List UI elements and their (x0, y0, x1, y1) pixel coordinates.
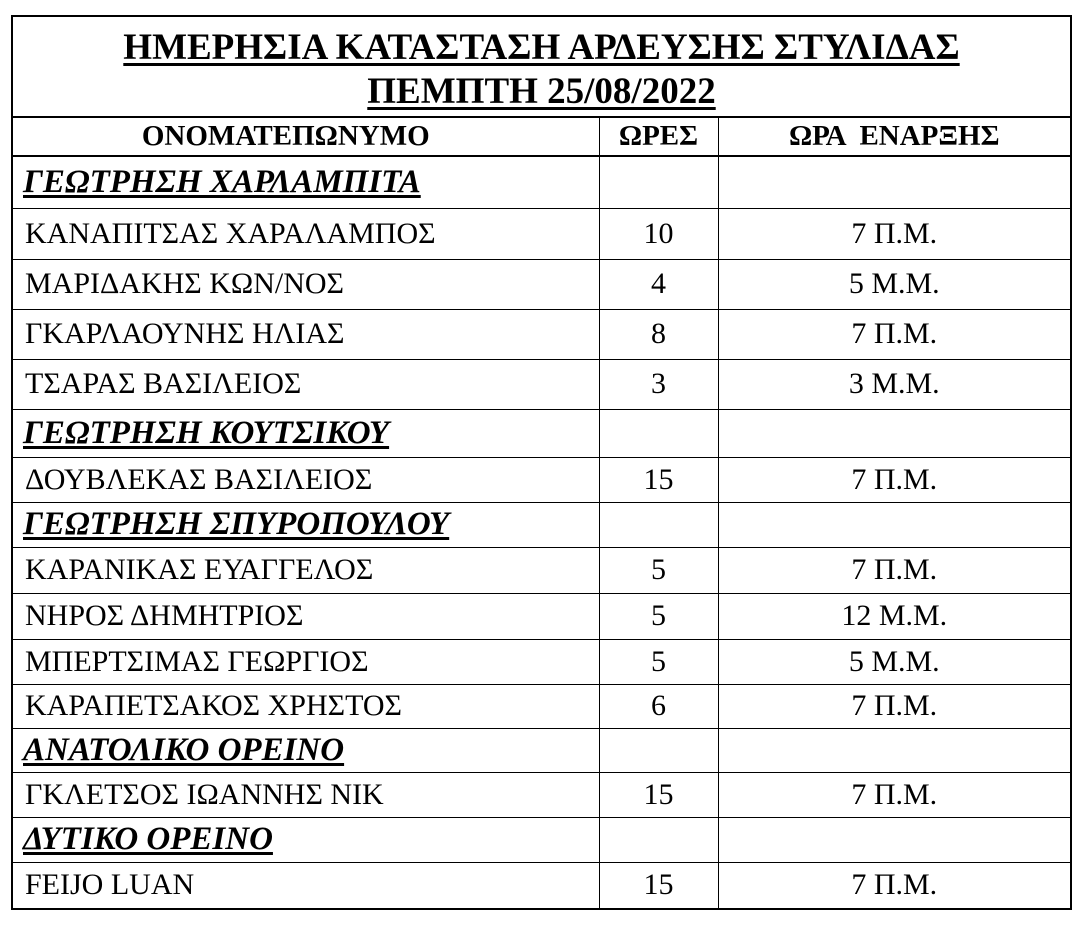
start-time-value: 7 Π.Μ. (718, 208, 1070, 259)
hours-value: 4 (599, 259, 718, 309)
hours-value: 5 (599, 547, 718, 593)
section-start-cell (718, 409, 1070, 457)
section-hours-cell (599, 817, 718, 862)
section-title-cell (13, 728, 599, 772)
section-row (13, 409, 1070, 457)
table-row (13, 309, 1070, 359)
worker-name: ΔΟΥΒΛΕΚΑΣ ΒΑΣΙΛΕΙΟΣ (13, 457, 599, 502)
section-title: ΓΕΩΤΡΗΣΗ ΚΟΥΤΣΙΚΟΥ (23, 414, 390, 451)
worker-name: ΜΠΕΡΤΣΙΜΑΣ ΓΕΩΡΓΙΟΣ (13, 639, 599, 684)
worker-name: ΓΚΑΡΛΑΟΥΝΗΣ ΗΛΙΑΣ (13, 309, 599, 359)
section-row (13, 728, 1070, 772)
worker-name: ΜΑΡΙΔΑΚΗΣ ΚΩΝ/ΝΟΣ (13, 259, 599, 309)
title-line-2: ΠΕΜΠΤΗ 25/08/2022 (367, 71, 716, 112)
hours-value: 8 (599, 309, 718, 359)
section-row (13, 817, 1070, 862)
table-row (13, 593, 1070, 639)
hours-value: 6 (599, 684, 718, 728)
section-title: ΓΕΩΤΡΗΣΗ ΣΠΥΡΟΠΟΥΛΟΥ (23, 506, 450, 542)
table-row (13, 862, 1070, 908)
worker-name: ΚΑΝΑΠΙΤΣΑΣ ΧΑΡΑΛΑΜΠΟΣ (13, 208, 599, 259)
start-time-value: 7 Π.Μ. (718, 547, 1070, 593)
section-title-cell (13, 156, 599, 208)
table-row (13, 547, 1070, 593)
hours-value: 10 (599, 208, 718, 259)
section-hours-cell (599, 502, 718, 547)
title-line-1: ΗΜΕΡΗΣΙΑ ΚΑΤΑΣΤΑΣΗ ΑΡΔΕΥΣΗΣ ΣΤΥΛΙΔΑΣ (123, 27, 960, 68)
hours-value: 3 (599, 359, 718, 409)
section-start-cell (718, 817, 1070, 862)
section-title: ΔΥΤΙΚΟ ΟΡΕΙΝΟ (23, 821, 273, 857)
section-title: ΑΝΑΤΟΛΙΚΟ ΟΡΕΙΝΟ (23, 731, 345, 768)
hours-value: 5 (599, 639, 718, 684)
table-row (13, 259, 1070, 309)
hours-value: 15 (599, 862, 718, 908)
start-time-value: 3 Μ.Μ. (718, 359, 1070, 409)
start-time-value: 7 Π.Μ. (851, 868, 938, 902)
section-row (13, 156, 1070, 208)
worker-name: FEIJO LUAN (13, 862, 599, 908)
start-time-value: 5 Μ.Μ. (718, 259, 1070, 309)
irrigation-schedule-sheet (11, 15, 1072, 910)
hours-value: 15 (599, 772, 718, 817)
section-start-cell (718, 502, 1070, 547)
section-hours-cell (599, 728, 718, 772)
start-time-value: 5 Μ.Μ. (718, 639, 1070, 684)
section-start-cell (718, 728, 1070, 772)
column-header-name: ΟΝΟΜΑΤΕΠΩΝΥΜΟ (13, 118, 599, 156)
section-title-cell (13, 817, 599, 862)
start-time-value: 7 Π.Μ. (718, 772, 1070, 817)
start-time-value: 7 Π.Μ. (718, 309, 1070, 359)
start-time-value: 7 Π.Μ. (718, 457, 1070, 502)
section-title: ΓΕΩΤΡΗΣΗ ΧΑΡΛΑΜΠΙΤΑ (23, 163, 421, 200)
section-title-cell (13, 409, 599, 457)
column-header-start-time: ΩΡΑ ΕΝΑΡΞΗΣ (718, 118, 1070, 156)
worker-name: ΤΣΑΡΑΣ ΒΑΣΙΛΕΙΟΣ (13, 359, 599, 409)
worker-name: ΝΗΡΟΣ ΔΗΜΗΤΡΙΟΣ (13, 593, 599, 639)
table-row (13, 639, 1070, 684)
column-header-hours: ΩΡΕΣ (599, 118, 718, 156)
section-row (13, 502, 1070, 547)
table-body (13, 156, 1070, 908)
section-hours-cell (599, 409, 718, 457)
worker-name: ΚΑΡΑΠΕΤΣΑΚΟΣ ΧΡΗΣΤΟΣ (13, 684, 599, 728)
section-start-cell (718, 156, 1070, 208)
table-row (13, 208, 1070, 259)
hours-value: 5 (599, 593, 718, 639)
table-row (13, 359, 1070, 409)
table-row (13, 457, 1070, 502)
worker-name: ΚΑΡΑΝΙΚΑΣ ΕΥΑΓΓΕΛΟΣ (13, 547, 599, 593)
worker-name: ΓΚΛΕΤΣΟΣ ΙΩΑΝΝΗΣ ΝΙΚ (13, 772, 599, 817)
table-row (13, 684, 1070, 728)
hours-value: 15 (599, 457, 718, 502)
document-title (13, 17, 1070, 118)
section-title-cell (13, 502, 599, 547)
table-header-row (13, 118, 1070, 156)
schedule-table (13, 118, 1070, 908)
start-time-value: 12 Μ.Μ. (718, 593, 1070, 639)
table-row (13, 772, 1070, 817)
section-hours-cell (599, 156, 718, 208)
start-time-value: 7 Π.Μ. (718, 684, 1070, 728)
